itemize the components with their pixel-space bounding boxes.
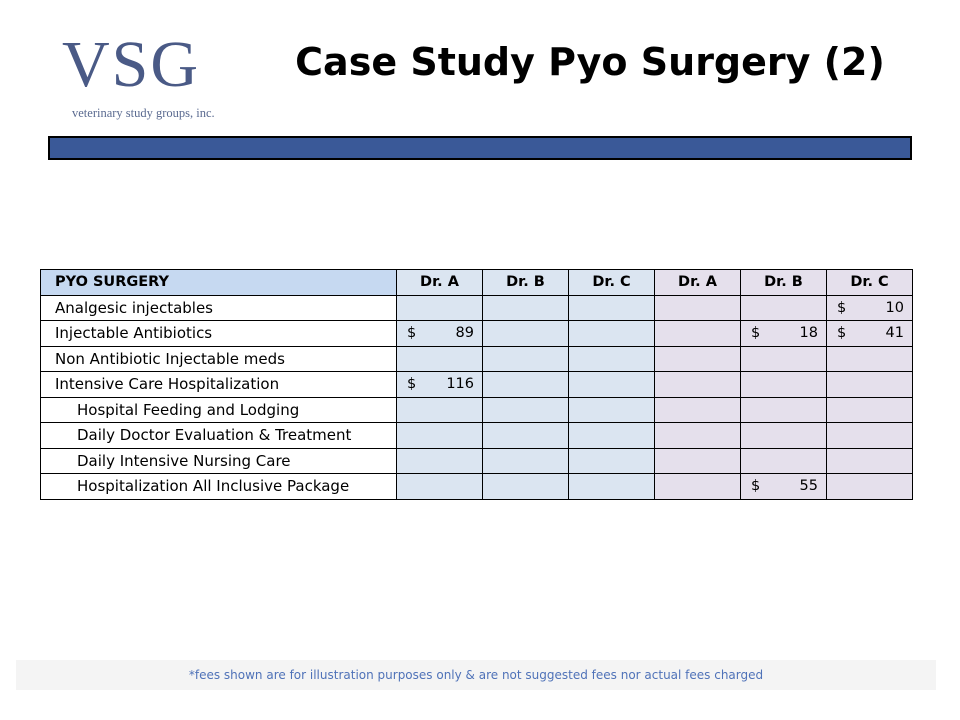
fee-cell — [483, 397, 569, 423]
fee-cell — [655, 346, 741, 372]
column-header: Dr. C — [569, 270, 655, 296]
title-divider-bar — [48, 136, 912, 160]
fee-amount: 18 — [799, 325, 818, 342]
row-label: Daily Intensive Nursing Care — [41, 448, 397, 474]
table-row — [41, 295, 913, 321]
fee-cell — [741, 295, 827, 321]
fee-amount: 55 — [799, 478, 818, 495]
fee-cell — [483, 448, 569, 474]
column-header: Dr. A — [397, 270, 483, 296]
row-label: Non Antibiotic Injectable meds — [41, 346, 397, 372]
fee-cell — [569, 423, 655, 449]
fee-cell — [397, 397, 483, 423]
table-header-label: PYO SURGERY — [41, 270, 397, 296]
fee-cell — [569, 397, 655, 423]
fee-cell — [655, 295, 741, 321]
table-row — [41, 448, 913, 474]
fee-cell — [655, 397, 741, 423]
currency-symbol: $ — [837, 325, 847, 342]
fee-cell — [655, 321, 741, 347]
fee-cell — [655, 448, 741, 474]
fee-amount: 41 — [885, 325, 904, 342]
fee-cell — [827, 474, 913, 500]
table-row — [41, 474, 913, 500]
currency-symbol: $ — [751, 478, 761, 495]
slide-title: Case Study Pyo Surgery (2) — [295, 40, 885, 84]
fee-cell — [569, 474, 655, 500]
fee-cell — [397, 474, 483, 500]
fee-cell — [483, 372, 569, 398]
fee-cell — [397, 295, 483, 321]
row-label: Hospital Feeding and Lodging — [41, 397, 397, 423]
fee-cell — [827, 448, 913, 474]
table-row — [41, 346, 913, 372]
fee-cell — [483, 474, 569, 500]
row-label: Intensive Care Hospitalization — [41, 372, 397, 398]
column-header: Dr. B — [483, 270, 569, 296]
column-header: Dr. B — [741, 270, 827, 296]
fee-cell — [827, 372, 913, 398]
fee-cell — [483, 321, 569, 347]
row-label: Injectable Antibiotics — [41, 321, 397, 347]
fee-cell — [569, 346, 655, 372]
table-row — [41, 372, 913, 398]
fee-cell — [569, 321, 655, 347]
row-label: Daily Doctor Evaluation & Treatment — [41, 423, 397, 449]
fee-cell — [827, 321, 913, 347]
fee-amount: 10 — [885, 299, 904, 316]
fee-cell — [483, 423, 569, 449]
table-header-row — [41, 270, 913, 296]
currency-symbol: $ — [407, 325, 417, 342]
fee-cell — [397, 346, 483, 372]
fee-cell — [569, 295, 655, 321]
fee-cell — [483, 346, 569, 372]
fee-cell — [827, 295, 913, 321]
fee-cell — [397, 372, 483, 398]
fee-cell — [397, 423, 483, 449]
fee-cell — [569, 372, 655, 398]
fee-cell — [827, 397, 913, 423]
fee-amount: 116 — [446, 376, 474, 393]
fee-cell — [741, 346, 827, 372]
currency-symbol: $ — [837, 299, 847, 316]
fee-cell — [655, 423, 741, 449]
table-row — [41, 423, 913, 449]
currency-symbol: $ — [407, 376, 417, 393]
fee-cell — [741, 397, 827, 423]
fee-amount: 89 — [455, 325, 474, 342]
fee-cell — [741, 423, 827, 449]
fee-cell — [741, 372, 827, 398]
fee-cell — [655, 474, 741, 500]
table-row — [41, 321, 913, 347]
table-row — [41, 397, 913, 423]
fee-cell — [827, 423, 913, 449]
fee-cell — [655, 372, 741, 398]
fee-cell — [827, 346, 913, 372]
row-label: Hospitalization All Inclusive Package — [41, 474, 397, 500]
logo-mark: VSG — [62, 28, 201, 101]
logo-subtitle: veterinary study groups, inc. — [72, 106, 215, 120]
column-header: Dr. C — [827, 270, 913, 296]
fee-cell — [483, 295, 569, 321]
currency-symbol: $ — [751, 325, 761, 342]
fee-cell — [569, 448, 655, 474]
fee-cell — [741, 448, 827, 474]
row-label: Analgesic injectables — [41, 295, 397, 321]
vsg-logo — [62, 28, 228, 124]
fees-table — [40, 269, 913, 500]
fee-cell — [741, 474, 827, 500]
disclaimer-footnote: *fees shown are for illustration purposes only & are not suggested fees nor actual fees charged — [16, 660, 936, 690]
column-header: Dr. A — [655, 270, 741, 296]
fee-cell — [741, 321, 827, 347]
fee-cell — [397, 448, 483, 474]
fee-cell — [397, 321, 483, 347]
